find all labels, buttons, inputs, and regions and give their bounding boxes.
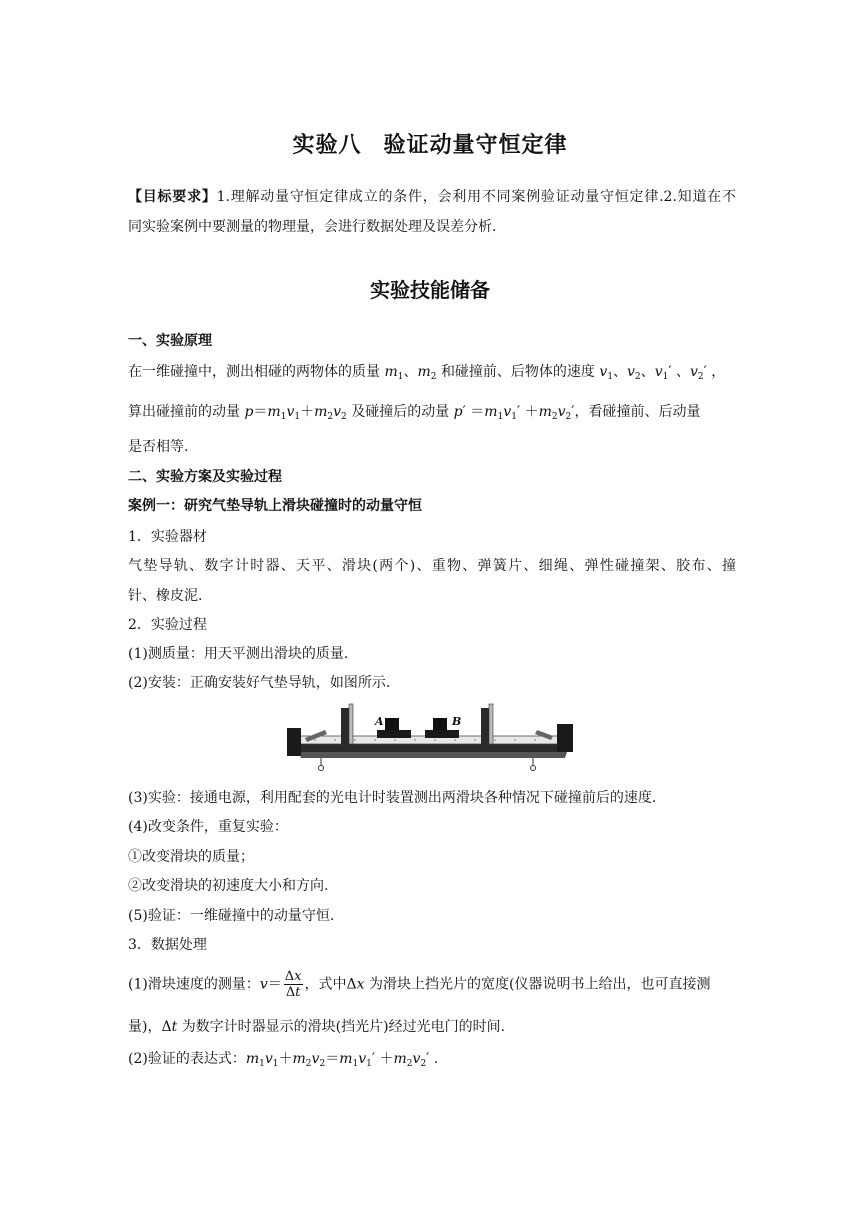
equip-line-2: 针、橡皮泥. [128,588,203,604]
goal-text-1: 1.理解动量守恒定律成立的条件，会利用不同案例验证动量守恒定律.2.知道在不 [216,189,736,205]
principle-line-3: 是否相等. [128,439,189,455]
step-1: (1)测质量：用天平测出滑块的质量. [128,646,349,662]
track-base [299,752,567,758]
slider-a [377,730,411,738]
step-5: (5)验证：一维碰撞中的动量守恒. [128,908,335,924]
process-heading: 2．实验过程 [128,617,207,633]
figure-label-b: B [452,715,462,728]
data-heading: 3．数据处理 [128,937,207,953]
air-track-figure [285,700,575,780]
step-4b: ②改变滑块的初速度大小和方向. [128,878,329,894]
principle-line-1: 在一维碰撞中，测出相碰的两物体的质量 $m_1$、$m_2$ 和碰撞前、后物体的速度 $v_1$、$v_2$、$v_1'$ 、$v_2'$ ， [128,364,726,382]
step-4a: ①改变滑块的质量； [128,849,254,865]
step-2: (2)安装：正确安装好气垫导轨，如图所示. [128,675,391,691]
section-title: 实验技能储备 [370,278,490,302]
step-4: (4)改变条件，重复实验： [128,819,288,835]
page-title [0,128,860,159]
right-photogate [481,708,489,746]
right-foot-screw [531,766,536,771]
slider-b [425,730,459,738]
velocity-fraction: $\frac{\Delta x}{\Delta t}$ [284,969,302,1000]
track-top-edge [291,744,567,752]
data-line-1: (1)滑块速度的测量：v＝ $\frac{\Delta x}{\Delta t}$ ，式中Δx 为滑块上挡光片的宽度(仪器说明书上给出，也可直接测 [128,969,711,1000]
data-line-2: 量)，Δt 为数字计时器显示的滑块(挡光片)经过光电门的时间. [128,1019,506,1035]
principle-line-2: 算出碰撞前的动量 $p=m_1v_1+m_2v_2$ 及碰撞后的动量 $p' =m_1v_1' +m_2v_2'$，看碰撞前、后动量 [128,404,701,422]
goal-line-1 [128,186,736,208]
goal-label: 【目标要求】 [128,189,217,205]
step-3: (3)实验：接通电源，利用配套的光电计时装置测出两滑块各种情况下碰撞前后的速度. [128,790,657,806]
title-part-1: 实验八 [292,133,362,158]
left-end-block [287,728,301,756]
title-part-2: 验证动量守恒定律 [383,133,568,158]
right-end-block [557,724,573,752]
equip-line-1: 气垫导轨、数字计时器、天平、滑块(两个)、重物、弹簧片、细绳、弹性碰撞架、胶布、撞 [128,558,736,574]
case-title: 案例一：研究气垫导轨上滑块碰撞时的动量守恒 [128,498,422,514]
data-line-3: (2)验证的表达式：$m_1v_1+m_2v_2=m_1v_1' +m_2v_2'$ . [128,1051,439,1069]
left-photogate [341,708,349,746]
left-foot-screw [319,766,324,771]
scheme-heading: 二、实验方案及实验过程 [128,469,282,485]
figure-label-a: A [375,715,384,728]
equip-heading: 1．实验器材 [128,529,207,545]
goal-line-2: 同实验案例中要测量的物理量，会进行数据处理及误差分析. [128,219,497,235]
principle-heading: 一、实验原理 [128,333,212,349]
